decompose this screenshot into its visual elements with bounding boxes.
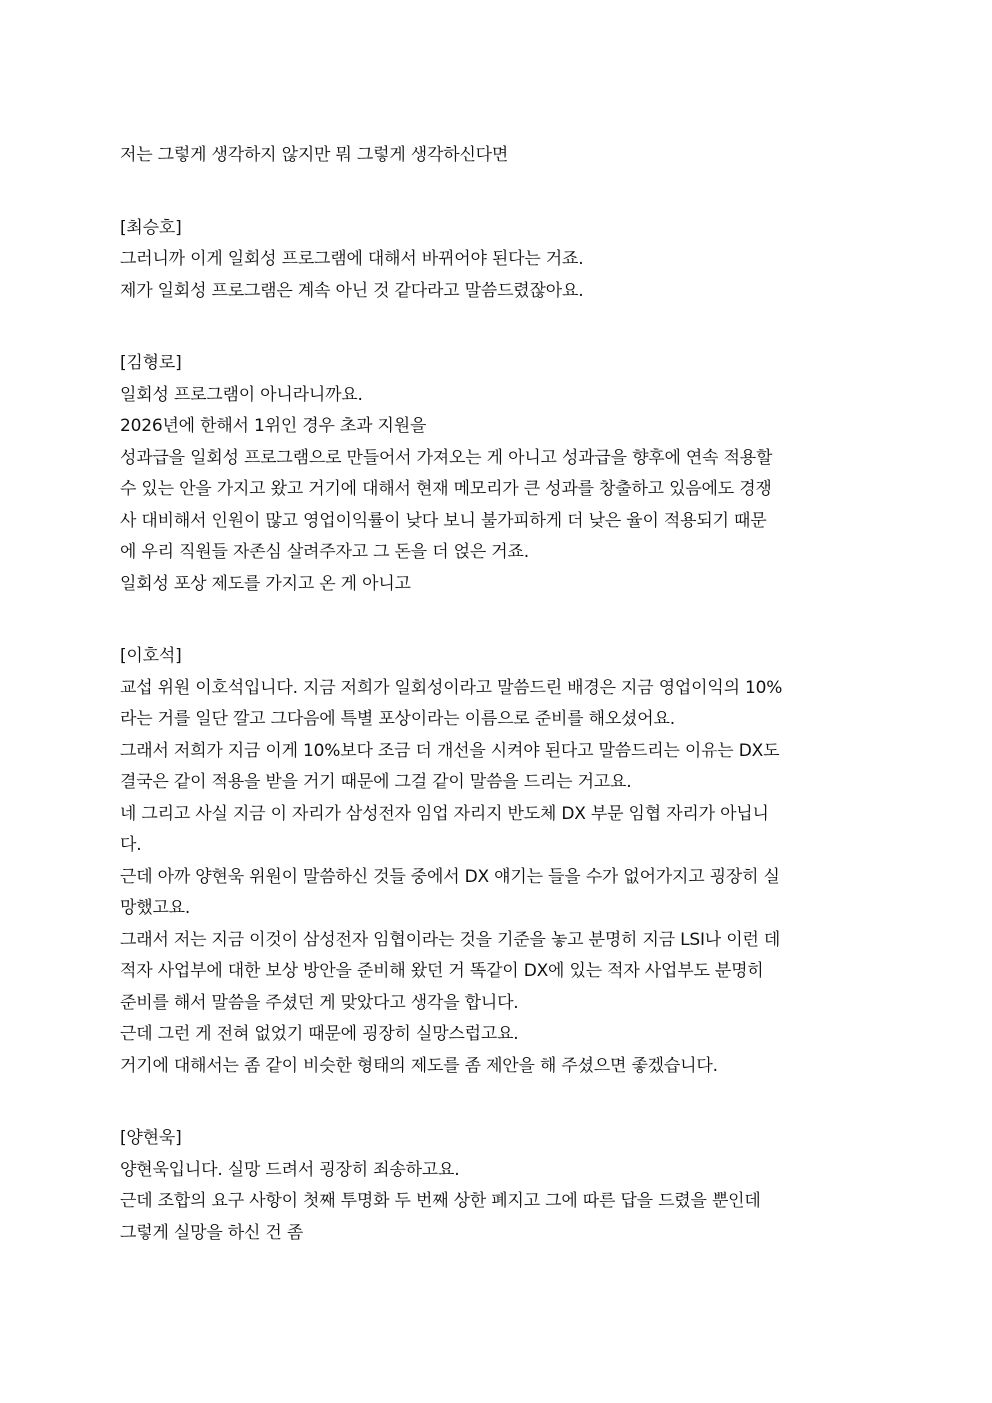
transcript-line: 준비를 해서 말씀을 주셨던 게 맞았다고 생각을 합니다. — [120, 992, 519, 1013]
transcript-line: 2026년에 한해서 1위인 경우 초과 지원을 — [120, 416, 427, 436]
speaker-label: [최승호] — [120, 217, 182, 238]
speaker-label: [김형로] — [120, 353, 182, 373]
transcript-line: 수 있는 안을 가지고 왔고 거기에 대해서 현재 메모리가 큰 성과를 창출하고 있음에도 경쟁 — [120, 479, 772, 499]
speaker-label: [이호석] — [120, 646, 182, 666]
transcript-line: 결국은 같이 적용을 받을 거기 때문에 그걸 같이 말씀을 드리는 거고요. — [120, 772, 632, 792]
transcript-line: 망했고요. — [120, 898, 191, 918]
transcript-line: 거기에 대해서는 좀 같이 비슷한 형태의 제도를 좀 제안을 해 주셨으면 좋겠습니다. — [120, 1055, 718, 1076]
transcript-line: 제가 일회성 프로그램은 계속 아닌 것 같다라고 말씀드렸잖아요. — [120, 280, 584, 301]
transcript-line: 양현욱입니다. 실망 드려서 굉장히 죄송하고요. — [120, 1159, 460, 1180]
transcript-line: 근데 아까 양현욱 위원이 말씀하신 것들 중에서 DX 얘기는 들을 수가 없어가지고 굉장히 실 — [120, 866, 780, 887]
transcript-block-choi — [120, 213, 880, 308]
transcript-line: 그래서 저희가 지금 이게 10%보다 조금 더 개선을 시켜야 된다고 말씀드리는 이유는 DX도 — [120, 740, 780, 761]
transcript-page — [120, 140, 880, 1249]
transcript-line: 적자 사업부에 대한 보상 방안을 준비해 왔던 거 똑같이 DX에 있는 적자 사업부도 분명히 — [120, 961, 764, 981]
transcript-block-kim — [120, 348, 880, 600]
transcript-line: 저는 그렇게 생각하지 않지만 뭐 그렇게 생각하신다면 — [120, 145, 509, 165]
transcript-line: 네 그리고 사실 지금 이 자리가 삼성전자 임업 자리지 반도체 DX 부문 임협 자리가 아닙니 — [120, 803, 769, 824]
transcript-line: 다. — [120, 835, 142, 855]
transcript-line: 일회성 프로그램이 아니라니까요. — [120, 384, 363, 405]
transcript-line: 근데 그런 게 전혀 없었기 때문에 굉장히 실망스럽고요. — [120, 1024, 519, 1044]
transcript-line: 에 우리 직원들 자존심 살려주자고 그 돈을 더 얹은 거죠. — [120, 542, 529, 562]
transcript-line: 근데 조합의 요구 사항이 첫째 투명화 두 번째 상한 폐지고 그에 따른 답을 드렸을 뿐인데 — [120, 1191, 761, 1211]
transcript-block-lee — [120, 641, 880, 1082]
transcript-line: 성과급을 일회성 프로그램으로 만들어서 가져오는 게 아니고 성과급을 향후에 연속 적용할 — [120, 447, 773, 468]
transcript-line: 교섭 위원 이호석입니다. 지금 저희가 일회성이라고 말씀드린 배경은 지금 영업이익의 10% — [120, 677, 783, 698]
transcript-line: 라는 거를 일단 깔고 그다음에 특별 포상이라는 이름으로 준비를 해오셨어요. — [120, 709, 675, 729]
transcript-block-intro — [120, 140, 880, 172]
speaker-label: [양현욱] — [120, 1128, 182, 1148]
transcript-line: 사 대비해서 인원이 많고 영업이익률이 낮다 보니 불가피하게 더 낮은 율이 적용되기 때문 — [120, 510, 767, 531]
transcript-line: 일회성 포상 제도를 가지고 온 게 아니고 — [120, 573, 411, 594]
transcript-line: 그렇게 실망을 하신 건 좀 — [120, 1222, 304, 1243]
transcript-line: 그래서 저는 지금 이것이 삼성전자 임협이라는 것을 기준을 놓고 분명히 지금 LSI나 이런 데 — [120, 929, 781, 950]
transcript-line: 그러니까 이게 일회성 프로그램에 대해서 바뀌어야 된다는 거죠. — [120, 249, 584, 269]
transcript-block-yang — [120, 1123, 880, 1249]
